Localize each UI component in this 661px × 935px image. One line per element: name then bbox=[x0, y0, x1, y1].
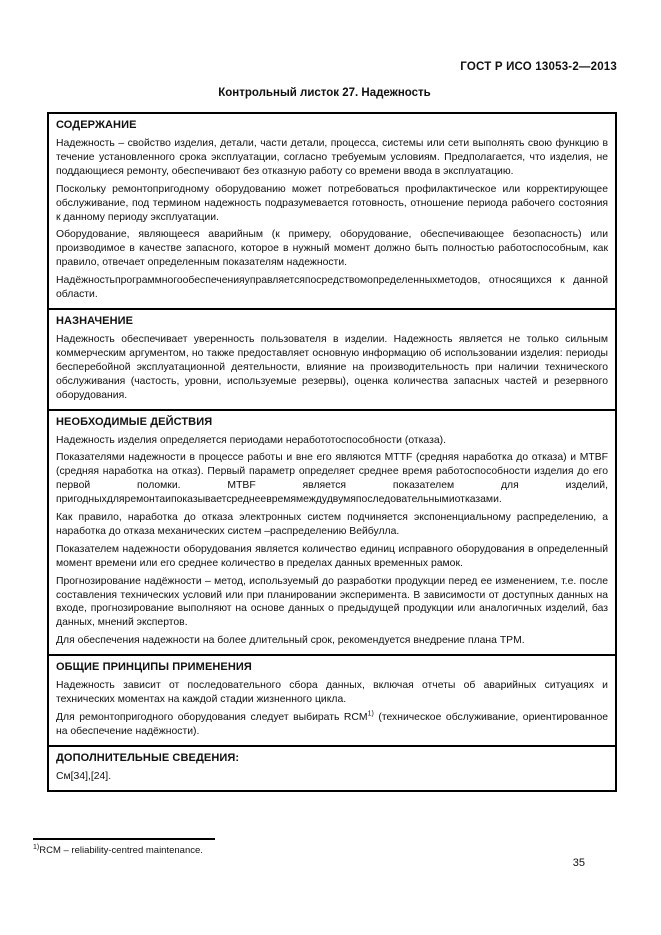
paragraph bbox=[56, 183, 608, 225]
standard-number: ГОСТ Р ИСО 13053-2—2013 bbox=[460, 61, 617, 73]
section-heading: ДОПОЛНИТЕЛЬНЫЕ СВЕДЕНИЯ: bbox=[56, 751, 240, 764]
paragraph-text: Показателями надежности в процессе работы и вне его являются MTTF (средняя наработка до отказа) и MTBF (средняя наработка на отказ). Первый параметр определяет среднее время работоспособности изделия до его первой поломки. MTBF является показателем для изделий, пригодныхдляремонтаипоказываетсреднеевремямеждудвумяпоследовательнымиотказами. bbox=[56, 452, 608, 506]
paragraph bbox=[56, 274, 608, 302]
table-section-cell bbox=[48, 410, 616, 656]
paragraph-text: Прогнозирование надёжности – метод, используемый до разработки продукции перед ее изменением, т.е. после составления технических условий или при планировании эксперимента. В зависимости от доступных данных на входе, прогнозирование выполняют на основе данных о предыдущей продукции или аналогичных изделий, баз данных, мнений экспертов. bbox=[56, 575, 608, 629]
paragraph-text: См[34],[24]. bbox=[56, 770, 112, 782]
section-heading: НАЗНАЧЕНИЕ bbox=[56, 314, 134, 327]
paragraph-text: Поскольку ремонтопригодному оборудованию может потребоваться профилактическое или корректирующее обслуживание, под термином надежность подразумевается готовность, отношение периода рабочего состояния к данному периоду эксплуатации. bbox=[56, 183, 608, 223]
paragraph bbox=[56, 711, 608, 739]
paragraph bbox=[56, 543, 608, 571]
paragraph bbox=[56, 333, 608, 403]
paragraph-text: Надежность обеспечивает уверенность пользователя в изделии. Надежность является не только сильным коммерческим аргументом, но также предоставляет основную информацию об использовании изделия: периоды бесперебойной эксплуатационной деятельности, влияние на производительность при наличии технического обслуживания (частость, уровни, используемые резервы), оценка количества запасных частей и резервного оборудования. bbox=[56, 333, 608, 401]
paragraph bbox=[56, 451, 608, 507]
paragraph-text: Надёжностьпрограммногообеспеченияуправляетсяпосредствомопределенныхметодов, относящихся к данной области. bbox=[56, 275, 608, 301]
paragraph-text: Оборудование, являющееся аварийным (к примеру, оборудование, обеспечивающее безопасность) или производимое в качестве запасного, которое в нужный момент должно быть полностью работоспособным, как правило, отвечает определенным показателям надежности. bbox=[56, 229, 608, 269]
paragraph-text: Надежность изделия определяется периодами неработотоспособности (отказа). bbox=[56, 434, 446, 446]
table-section-cell bbox=[48, 655, 616, 746]
paragraph bbox=[56, 634, 608, 648]
paragraph bbox=[56, 228, 608, 270]
footnote bbox=[33, 845, 203, 856]
paragraph bbox=[56, 575, 608, 631]
paragraph bbox=[56, 679, 608, 707]
page-number: 35 bbox=[572, 857, 585, 869]
paragraph-text: Надежность зависит от последовательного сбора данных, включая отчеты об аварийных ситуациях и технических моментах на каждой стадии жизненного цикла. bbox=[56, 680, 608, 706]
table-section-cell bbox=[48, 309, 616, 410]
footnote-separator bbox=[33, 838, 215, 840]
paragraph-text: Для ремонтопригодного оборудования следует выбирать RCM bbox=[56, 712, 368, 723]
table-section-cell bbox=[48, 746, 616, 791]
page-title: Контрольный листок 27. Надежность bbox=[218, 87, 431, 99]
footnote-reference: 1) bbox=[367, 710, 374, 718]
paragraph-text: Как правило, наработка до отказа электронных систем подчиняется экспоненциальному распределению, а наработка до отказа механических систем –распределению Вейбулла. bbox=[56, 512, 608, 537]
section-heading: СОДЕРЖАНИЕ bbox=[56, 119, 137, 131]
table-section-row bbox=[48, 655, 616, 746]
section-heading: НЕОБХОДИМЫЕ ДЕЙСТВИЯ bbox=[56, 415, 213, 428]
footnote-text: RCM – reliability-centred maintenance. bbox=[39, 845, 203, 856]
table-section-row bbox=[48, 309, 616, 410]
paragraph bbox=[56, 137, 608, 179]
paragraph-text: Показателем надежности оборудования является количество единиц исправного оборудования в определенный момент времени или его среднее количество в пределах данных временных рамок. bbox=[56, 543, 608, 569]
paragraph bbox=[56, 511, 608, 539]
paragraph-text: Для обеспечения надежности на более длительный срок, рекомендуется внедрение плана TPM. bbox=[56, 635, 525, 647]
paragraph bbox=[56, 434, 608, 448]
table-section-row bbox=[48, 410, 616, 656]
paragraph bbox=[56, 770, 608, 784]
paragraph-text: Надежность – свойство изделия, детали, части детали, процесса, системы или сети выполнять свою функцию в течение установленного срока эксплуатации, согласно требуемым условиям. Предполагается, что изделия, не поддающиеся ремонту, обеспечивают без отказную работу со времени ввода в эксплуатацию. bbox=[56, 138, 608, 177]
paragraph-text: (техническое обслуживание, ориентированное на обеспечение надёжности). bbox=[56, 712, 608, 737]
checklist-table bbox=[47, 112, 617, 792]
table-section-row bbox=[48, 746, 616, 791]
footnote-marker: 1) bbox=[33, 843, 40, 851]
table-section-cell bbox=[48, 113, 616, 309]
table-section-row bbox=[48, 113, 616, 309]
section-heading: ОБЩИЕ ПРИНЦИПЫ ПРИМЕНЕНИЯ bbox=[56, 661, 252, 674]
